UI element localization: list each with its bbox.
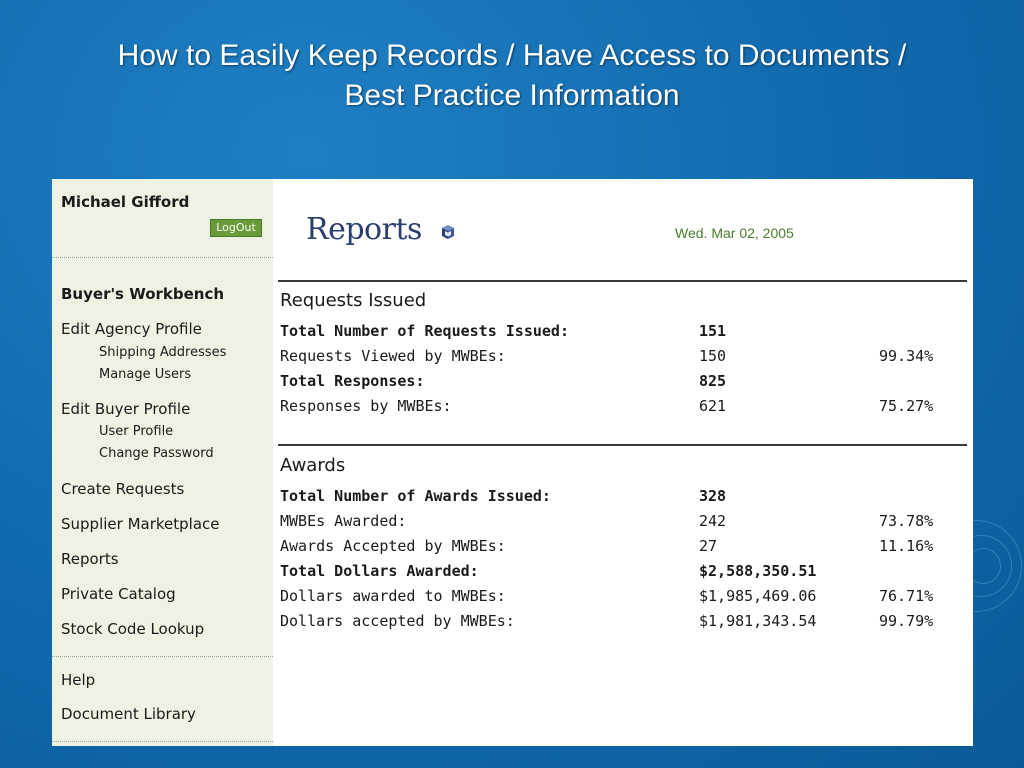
table-row <box>280 537 960 559</box>
row-label: Responses by MWBEs: <box>280 397 452 415</box>
slide-title-line-2: Best Practice Information <box>344 79 680 112</box>
row-label: Dollars awarded to MWBEs: <box>280 587 506 605</box>
table-row <box>280 487 960 509</box>
row-percent: 99.34% <box>879 347 934 365</box>
row-value: 27 <box>699 537 718 555</box>
sidebar-item-change-password[interactable]: Change Password <box>99 446 214 461</box>
row-value: 151 <box>699 322 727 340</box>
table-row <box>280 587 960 609</box>
row-percent: 75.27% <box>879 397 934 415</box>
table-row <box>280 347 960 369</box>
logout-button[interactable]: LogOut <box>210 219 262 237</box>
row-value: $1,981,343.54 <box>699 612 817 630</box>
sidebar <box>52 179 273 746</box>
sidebar-item-document-library[interactable]: Document Library <box>61 705 196 723</box>
sidebar-heading: Buyer's Workbench <box>61 285 225 303</box>
user-name: Michael Gifford <box>61 193 190 211</box>
app-screenshot <box>52 179 973 746</box>
sidebar-item-stock-code-lookup[interactable]: Stock Code Lookup <box>61 620 205 638</box>
table-row <box>280 612 960 634</box>
row-percent: 99.79% <box>879 612 934 630</box>
row-value: 150 <box>699 347 727 365</box>
divider <box>52 656 273 657</box>
row-value: $2,588,350.51 <box>699 562 817 580</box>
sidebar-item-reports[interactable]: Reports <box>61 550 119 568</box>
sidebar-item-create-requests[interactable]: Create Requests <box>61 480 185 498</box>
divider <box>52 741 273 742</box>
row-label: Total Number of Awards Issued: <box>280 487 551 505</box>
row-label: Awards Accepted by MWBEs: <box>280 537 506 555</box>
sidebar-item-help[interactable]: Help <box>61 671 96 689</box>
row-label: Requests Viewed by MWBEs: <box>280 347 506 365</box>
main-content <box>273 179 973 746</box>
page-title: Reports <box>306 212 422 247</box>
sidebar-item-edit-agency-profile[interactable]: Edit Agency Profile <box>61 320 202 338</box>
sidebar-item-supplier-marketplace[interactable]: Supplier Marketplace <box>61 515 220 533</box>
row-label: Dollars accepted by MWBEs: <box>280 612 515 630</box>
sidebar-item-private-catalog[interactable]: Private Catalog <box>61 585 176 603</box>
section-heading-awards: Awards <box>280 455 346 476</box>
row-value: 328 <box>699 487 727 505</box>
row-value: 621 <box>699 397 727 415</box>
row-label: Total Dollars Awarded: <box>280 562 479 580</box>
table-row <box>280 562 960 584</box>
table-row <box>280 372 960 394</box>
table-row <box>280 397 960 419</box>
divider <box>52 257 273 258</box>
cube-icon <box>440 224 456 240</box>
table-row <box>280 512 960 534</box>
sidebar-item-manage-users[interactable]: Manage Users <box>99 367 192 382</box>
section-divider <box>278 444 967 446</box>
section-divider <box>278 280 967 282</box>
row-percent: 11.16% <box>879 537 934 555</box>
row-value: $1,985,469.06 <box>699 587 817 605</box>
row-label: Total Number of Requests Issued: <box>280 322 569 340</box>
row-value: 825 <box>699 372 727 390</box>
row-label: Total Responses: <box>280 372 425 390</box>
section-heading-requests: Requests Issued <box>280 290 427 311</box>
row-percent: 73.78% <box>879 512 934 530</box>
sidebar-item-shipping-addresses[interactable]: Shipping Addresses <box>99 345 227 360</box>
row-label: MWBEs Awarded: <box>280 512 407 530</box>
row-percent: 76.71% <box>879 587 934 605</box>
current-date: Wed. Mar 02, 2005 <box>675 225 794 241</box>
sidebar-item-user-profile[interactable]: User Profile <box>99 424 174 439</box>
table-row <box>280 322 960 344</box>
sidebar-item-edit-buyer-profile[interactable]: Edit Buyer Profile <box>61 400 191 418</box>
row-value: 242 <box>699 512 727 530</box>
slide-title <box>40 36 984 116</box>
slide-title-line-1: How to Easily Keep Records / Have Access to Documents / <box>117 39 907 72</box>
